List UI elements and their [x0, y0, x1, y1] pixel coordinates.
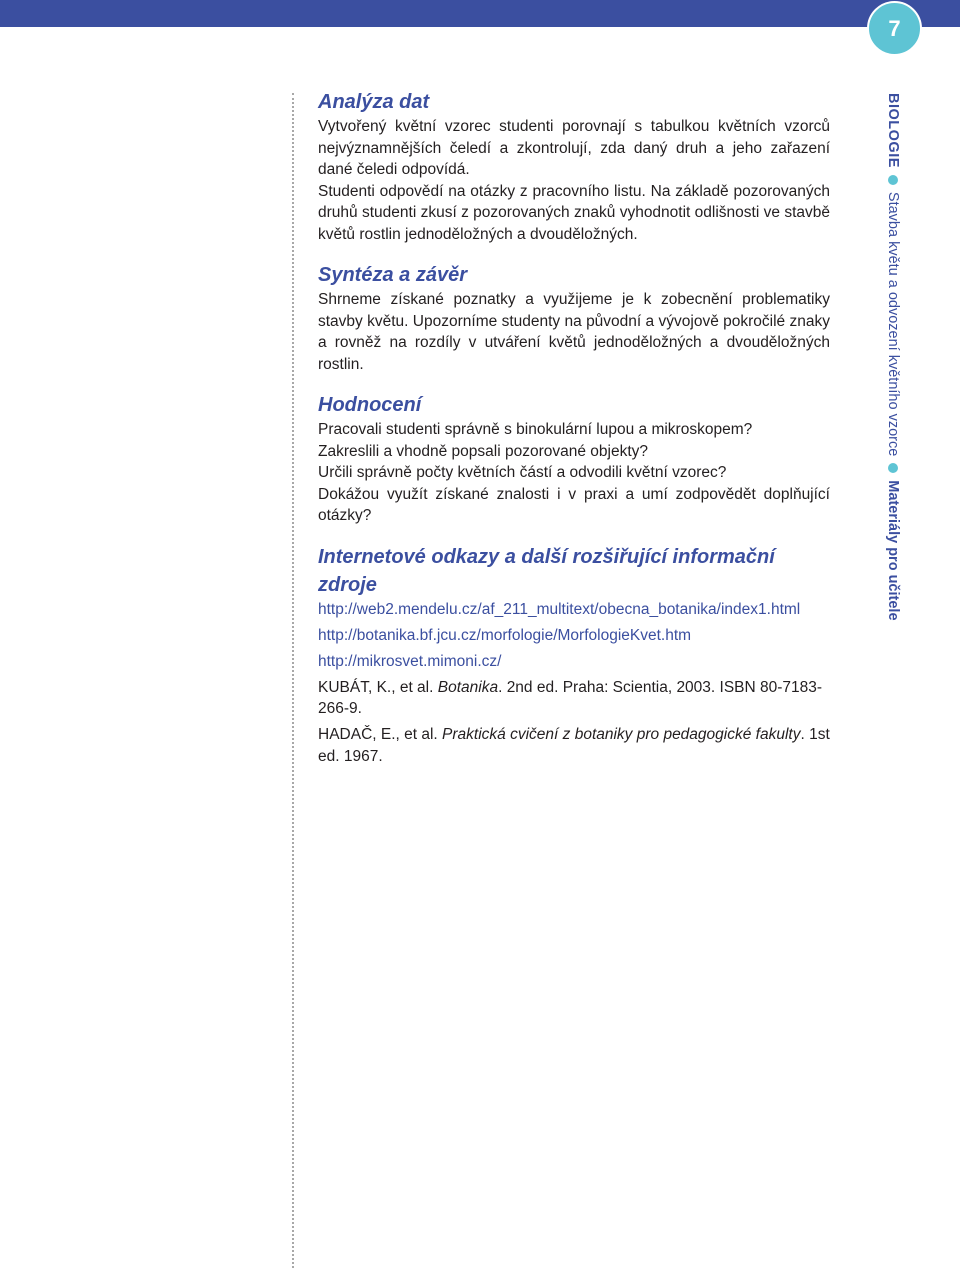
reference-kubat — [318, 677, 830, 720]
sidebar-audience: Materiály pro učitele — [885, 480, 901, 621]
ref-kubat-rest: . 2nd ed. Praha: Scientia, 2003. ISBN 80-7183-266-9. — [318, 678, 823, 717]
link-mendelu[interactable]: http://web2.mendelu.cz/af_211_multitext/obecna_botanika/index1.html — [318, 600, 801, 618]
ref-hadac-title: Praktická cvičení z botaniky pro pedagogické fakulty — [442, 726, 801, 743]
analyza-paragraph-2: Studenti odpovědí na otázky z pracovního listu. Na základě pozorovaných druhů studenti zkusí z pozorovaných znaků vyhodnotit odlišnosti ve stavbě květů rostlin jednoděložných a dvouděložných. — [318, 182, 830, 243]
link-jcu[interactable]: http://botanika.bf.jcu.cz/morfologie/MorfologieKvet.htm — [318, 626, 692, 644]
reference-hadac — [318, 724, 830, 767]
bullet-dot-icon — [888, 463, 898, 473]
vertical-sidebar — [880, 93, 906, 633]
hodnoceni-question-2: Zakreslili a vhodně popsali pozorované objekty? — [318, 442, 649, 460]
heading-synteza: Syntéza a závěr — [318, 264, 467, 286]
dotted-divider — [292, 93, 294, 1268]
heading-hodnoceni: Hodnocení — [318, 394, 422, 416]
hodnoceni-question-4: Dokážou využít získané znalosti i v praxi a umí zodpovědět doplňující otázky? — [318, 485, 830, 524]
hodnoceni-question-1: Pracovali studenti správně s binokulární lupou a mikroskopem? — [318, 421, 753, 438]
ref-hadac-author: HADAČ, E., et al. — [318, 726, 443, 743]
synteza-paragraph: Shrneme získané poznatky a využijeme je k zobecnění problematiky stavby květu. Upozorníme studenty na původní a vývojově pokročilé znaky a rovněž na rozdíly v utváření květů jednoděložných a dvouděložných rostlin. — [318, 291, 830, 373]
analyza-paragraph-1: Vytvořený květní vzorec studenti porovnají s tabulkou květních vzorců nejvýznamnějších čeledí a zkontrolují, zda daný druh a jeho zařazení dané čeledi odpovídá. — [318, 118, 830, 178]
ref-hadac-rest: . 1st ed. 1967. — [318, 726, 830, 765]
main-content — [318, 88, 830, 767]
heading-odkazy: Internetové odkazy a další rozšiřující informační zdroje — [318, 545, 775, 596]
hodnoceni-question-3: Určili správně počty květních částí a odvodili květní vzorec? — [318, 464, 727, 481]
ref-kubat-author: KUBÁT, K., et al. — [318, 678, 438, 696]
ref-kubat-title: Botanika — [437, 678, 499, 696]
sidebar-topic: Stavba květu a odvození květního vzorce — [885, 191, 901, 457]
link-mikrosvet[interactable]: http://mikrosvet.mimoni.cz/ — [318, 652, 502, 670]
top-bar — [0, 0, 960, 27]
bullet-dot-icon — [888, 175, 898, 185]
sidebar-subject: BIOLOGIE — [885, 93, 901, 168]
heading-analyza: Analýza dat — [318, 91, 430, 113]
page-number-badge: 7 — [867, 1, 922, 56]
